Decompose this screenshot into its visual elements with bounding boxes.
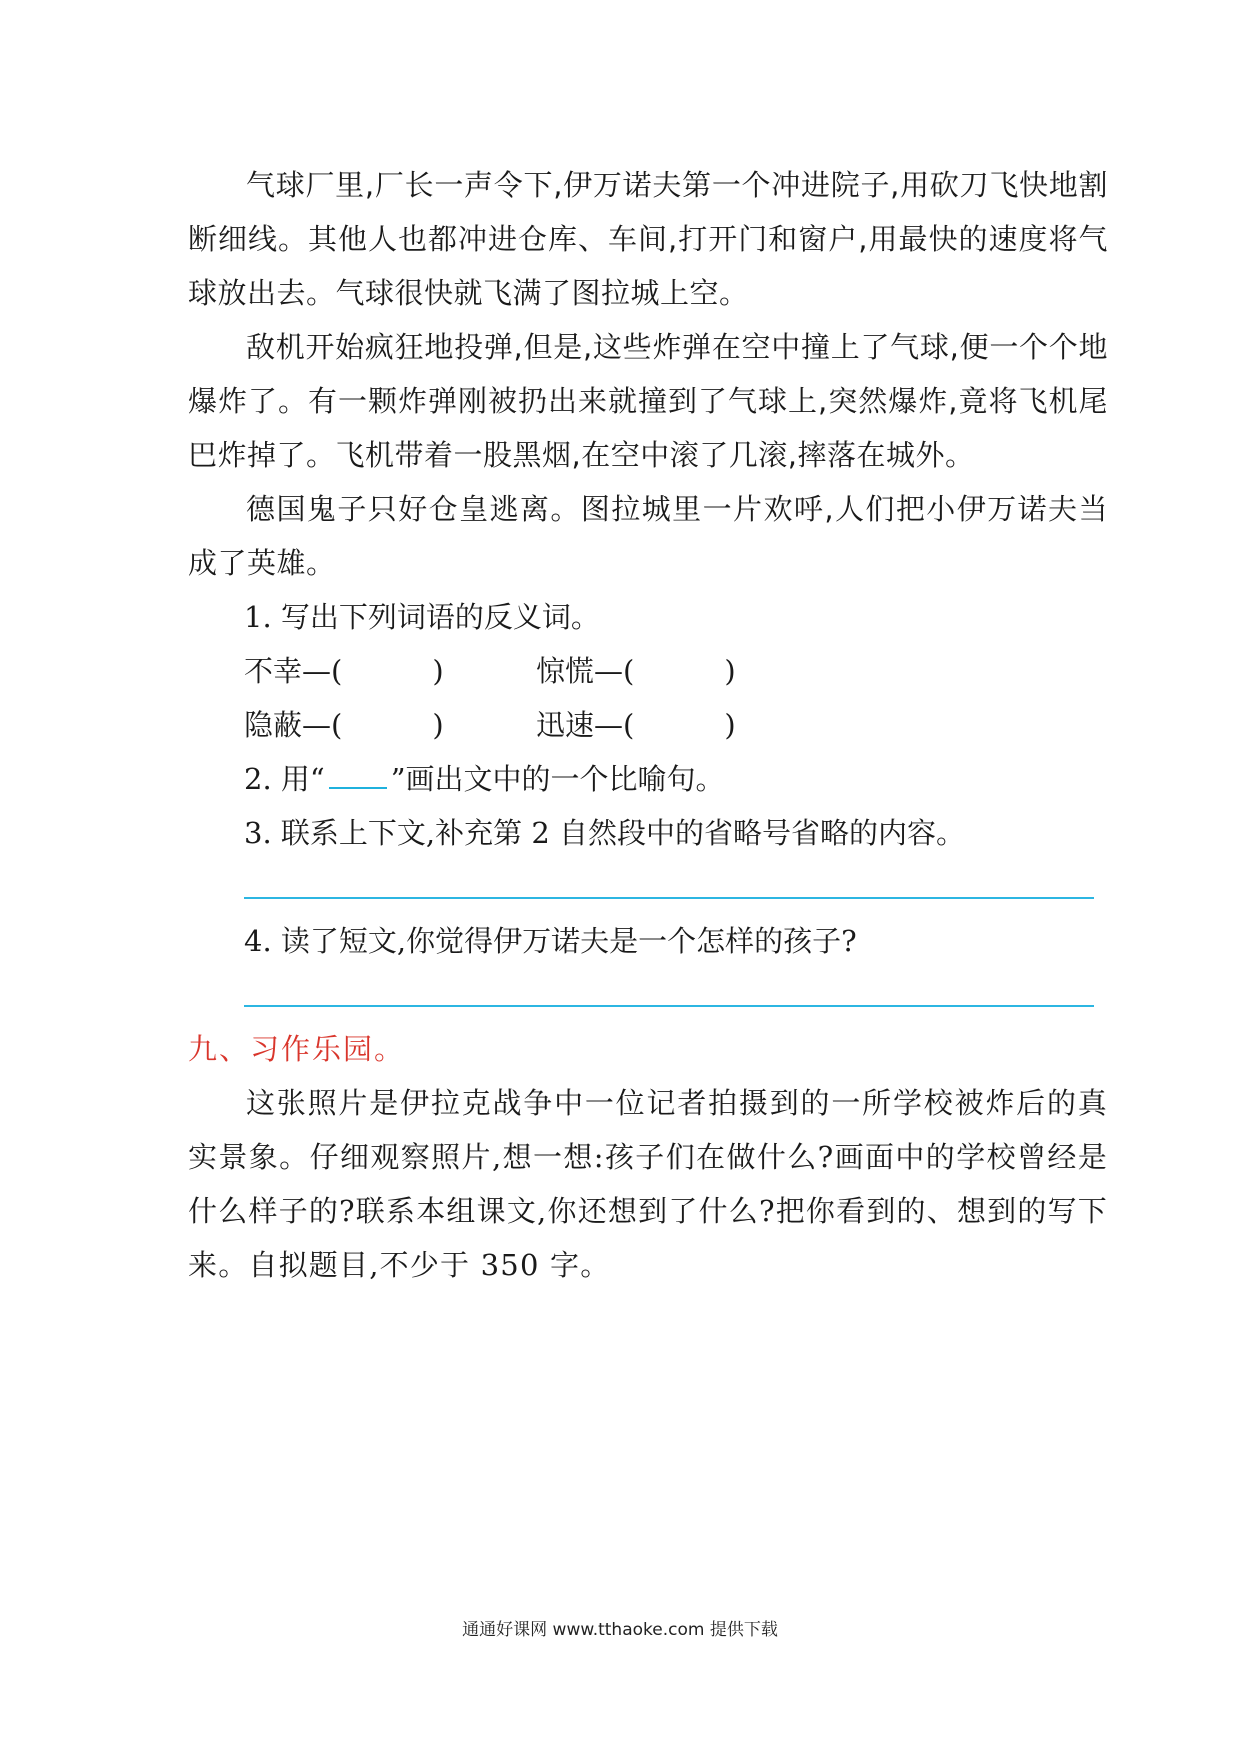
underline-sample — [329, 761, 387, 789]
question-1: 1. 写出下列词语的反义词。 — [244, 600, 600, 634]
antonym-close: ) — [724, 654, 736, 688]
question-2 — [244, 752, 725, 806]
antonym-prompt: 隐蔽—( — [244, 708, 343, 742]
antonym-prompt: 不幸—( — [244, 654, 343, 688]
story-paragraph-2: 敌机开始疯狂地投弹,但是,这些炸弹在空中撞上了气球,便一个个地爆炸了。有一颗炸弹刚被扔出来就撞到了气球上,突然爆炸,竟将飞机尾巴炸掉了。飞机带着一股黑烟,在空中滚了几滚,摔落在城外。 — [188, 330, 1108, 472]
story-paragraph-3: 德国鬼子只好仓皇逃离。图拉城里一片欢呼,人们把小伊万诺夫当成了英雄。 — [188, 492, 1108, 580]
footer-credit: 通通好课网 www.tthaoke.com 提供下载 — [462, 1620, 778, 1640]
question-2-after: ”画出文中的一个比喻句。 — [390, 762, 725, 796]
writing-prompt: 这张照片是伊拉克战争中一位记者拍摄到的一所学校被炸后的真实景象。仔细观察照片,想一想:孩子们在做什么?画面中的学校曾经是什么样子的?联系本组课文,你还想到了什么?把你看到的、想到的写下来。自拟题目,不少于 350 字。 — [188, 1086, 1108, 1282]
antonym-item-jinghuang — [536, 644, 736, 698]
question-2-before: 2. 用“ — [244, 762, 325, 796]
antonym-close: ) — [432, 654, 444, 688]
antonym-item-xunsu — [536, 698, 736, 752]
question-3: 3. 联系上下文,补充第 2 自然段中的省略号省略的内容。 — [244, 816, 965, 850]
antonym-prompt: 迅速—( — [536, 708, 635, 742]
antonym-prompt: 惊慌—( — [536, 654, 635, 688]
antonym-item-yinbi — [244, 698, 444, 752]
antonym-close: ) — [724, 708, 736, 742]
antonym-item-buxing — [244, 644, 444, 698]
story-paragraph-1: 气球厂里,厂长一声令下,伊万诺夫第一个冲进院子,用砍刀飞快地割断细线。其他人也都冲进仓库、车间,打开门和窗户,用最快的速度将气球放出去。气球很快就飞满了图拉城上空。 — [188, 168, 1108, 310]
question-4: 4. 读了短文,你觉得伊万诺夫是一个怎样的孩子? — [244, 924, 857, 958]
antonym-close: ) — [432, 708, 444, 742]
answer-line-q4[interactable] — [244, 1005, 1094, 1007]
section-9-title: 九、习作乐园。 — [188, 1032, 406, 1066]
answer-line-q3[interactable] — [244, 897, 1094, 899]
